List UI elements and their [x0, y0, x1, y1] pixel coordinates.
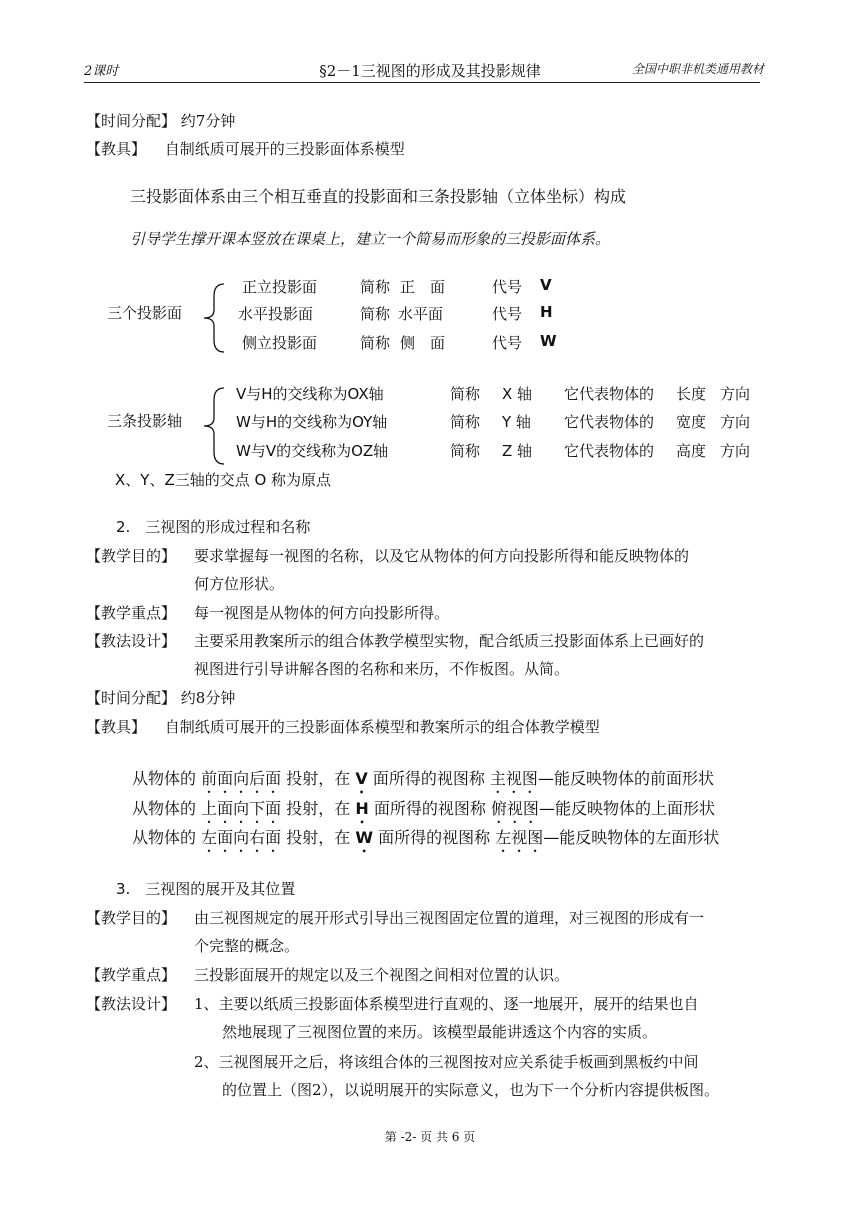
origin-note: X、Y、Z三轴的交点 O 称为原点 [115, 471, 332, 489]
label-time: 【时间分配】 [86, 112, 177, 130]
method-text: 视图进行引导讲解各图的名称和来历，不作板图。从简。 [194, 660, 570, 678]
axis-abbr-label: 简称 [450, 385, 481, 403]
view-def-row [132, 796, 715, 827]
view-tail: —能反映物体的左面形状 [543, 828, 720, 847]
axis-rep: 它代表物体的 [564, 442, 655, 460]
view-mid: 投射，在 [286, 799, 351, 818]
plane-code-label: 代号 [492, 305, 523, 323]
page-number: 第 -2- 页 共 6 页 [384, 1130, 476, 1144]
plane-abbr-label: 简称 [360, 278, 391, 296]
view-name: 俯视图 [490, 799, 539, 818]
view-plane: H [355, 799, 369, 818]
value-time: 约8分钟 [180, 689, 236, 707]
label-key: 【教学重点】 [86, 604, 177, 622]
method-text: 然地展现了三视图位置的来历。该模型最能讲透这个内容的实质。 [222, 1023, 658, 1041]
plane-name: 正立投影面 [242, 278, 318, 296]
plane-abbr: 正 面 [400, 278, 446, 296]
view-plane: W [355, 828, 373, 847]
method-text: 主要采用教案所示的组合体教学模型实物，配合纸质三投影面体系上已画好的 [194, 632, 705, 650]
axes-brace [200, 384, 230, 468]
view-mid2: 面所得的视图称 [372, 769, 485, 788]
plane-abbr-label: 简称 [360, 305, 391, 323]
label-key: 【教学重点】 [86, 966, 177, 984]
planes-label: 三个投影面 [107, 304, 183, 322]
axis-rep: 它代表物体的 [564, 385, 655, 403]
axis-abbr: X 轴 [502, 385, 533, 403]
goal-text: 要求掌握每一视图的名称，以及它从物体的何方向投影所得和能反映物体的 [194, 547, 690, 565]
axis-desc: W与V的交线称为OZ轴 [236, 442, 389, 460]
axis-dim: 高度 [676, 442, 707, 460]
method-text: 2、三视图展开之后，将该组合体的三视图按对应关系徒手板画到黑板约中间 [194, 1053, 699, 1071]
axis-dir: 方向 [720, 413, 751, 431]
goal-text: 个完整的概念。 [194, 937, 300, 955]
view-lead: 从物体的 [132, 799, 197, 818]
label-tool: 【教具】 [86, 140, 147, 158]
plane-code: W [540, 332, 557, 350]
method-text: 1、主要以纸质三投影面体系模型进行直观的、逐一地展开，展开的结果也自 [194, 995, 699, 1013]
view-def-row [132, 766, 714, 797]
label-goal: 【教学目的】 [86, 909, 177, 927]
value-tool: 自制纸质可展开的三投影面体系模型和教案所示的组合体教学模型 [164, 718, 600, 736]
intro-tool [86, 138, 405, 159]
plane-name: 侧立投影面 [242, 334, 318, 352]
axis-rep: 它代表物体的 [564, 413, 655, 431]
view-tail: —能反映物体的上面形状 [538, 799, 715, 818]
plane-code-label: 代号 [492, 334, 523, 352]
plane-abbr: 侧 面 [400, 334, 446, 352]
view-mid2: 面所得的视图称 [373, 799, 486, 818]
view-lead: 从物体的 [132, 769, 197, 788]
label-method: 【教法设计】 [86, 995, 177, 1013]
plane-name: 水平投影面 [238, 305, 314, 323]
header-rule [84, 82, 760, 83]
italic-note: 引导学生撑开课本竖放在课桌上，建立一个简易而形象的三投影面体系。 [130, 230, 611, 248]
planes-brace [200, 280, 230, 356]
label-time: 【时间分配】 [86, 689, 177, 707]
label-goal: 【教学目的】 [86, 547, 177, 565]
axis-abbr-label: 简称 [450, 413, 481, 431]
axes-label: 三条投影轴 [107, 412, 183, 430]
value-time: 约7分钟 [180, 112, 236, 130]
plane-code: H [540, 303, 553, 321]
view-tail: —能反映物体的前面形状 [537, 769, 714, 788]
axis-desc: V与H的交线称为OX轴 [236, 385, 384, 403]
header-lesson-count: 2课时 [84, 64, 119, 79]
view-plane: V [355, 769, 368, 788]
section2-title: 2. 三视图的形成过程和名称 [116, 518, 311, 536]
axis-dir: 方向 [720, 385, 751, 403]
header-textbook: 全国中职非机类通用教材 [631, 62, 764, 76]
plane-abbr: 水平面 [398, 305, 444, 323]
plane-code-label: 代号 [492, 278, 523, 296]
section2-tool [86, 716, 600, 737]
axis-dir: 方向 [720, 442, 751, 460]
goal-text: 何方位形状。 [194, 575, 285, 593]
view-mid: 投射，在 [286, 828, 351, 847]
goal-text: 由三视图规定的展开形式引导出三视图固定位置的道理，对三视图的形成有一 [194, 909, 705, 927]
view-lead: 从物体的 [132, 828, 197, 847]
value-tool: 自制纸质可展开的三投影面体系模型 [164, 140, 405, 158]
plane-row [242, 276, 317, 297]
view-def-row [132, 825, 719, 856]
axis-abbr: Y 轴 [502, 413, 531, 431]
header-title: §2－1三视图的形成及其投影规律 [319, 62, 541, 80]
key-text: 三投影面展开的规定以及三个视图之间相对位置的认识。 [194, 966, 570, 984]
view-mid2: 面所得的视图称 [378, 828, 491, 847]
key-text: 每一视图是从物体的何方向投影所得。 [194, 604, 450, 622]
plane-abbr-label: 简称 [360, 334, 391, 352]
plane-code: V [540, 276, 552, 294]
method-text: 的位置上（图2），以说明展开的实际意义，也为下一个分析内容提供板图。 [222, 1081, 720, 1099]
axis-dim: 宽度 [676, 413, 707, 431]
section2-time [86, 687, 235, 708]
label-tool: 【教具】 [86, 718, 147, 736]
view-direction: 上面向下面 [201, 799, 282, 818]
intro-time [86, 110, 235, 131]
section3-title: 3. 三视图的展开及其位置 [116, 880, 296, 898]
view-direction: 左面向右面 [201, 828, 282, 847]
axis-dim: 长度 [676, 385, 707, 403]
view-name: 左视图 [495, 828, 544, 847]
view-mid: 投射，在 [286, 769, 351, 788]
label-method: 【教法设计】 [86, 632, 177, 650]
planes-system-heading: 三投影面体系由三个相互垂直的投影面和三条投影轴（立体坐标）构成 [130, 187, 627, 206]
axis-desc: W与H的交线称为OY轴 [236, 413, 388, 431]
axis-abbr: Z 轴 [502, 442, 533, 460]
view-direction: 前面向后面 [201, 769, 282, 788]
view-name: 主视图 [489, 769, 538, 788]
axis-abbr-label: 简称 [450, 442, 481, 460]
